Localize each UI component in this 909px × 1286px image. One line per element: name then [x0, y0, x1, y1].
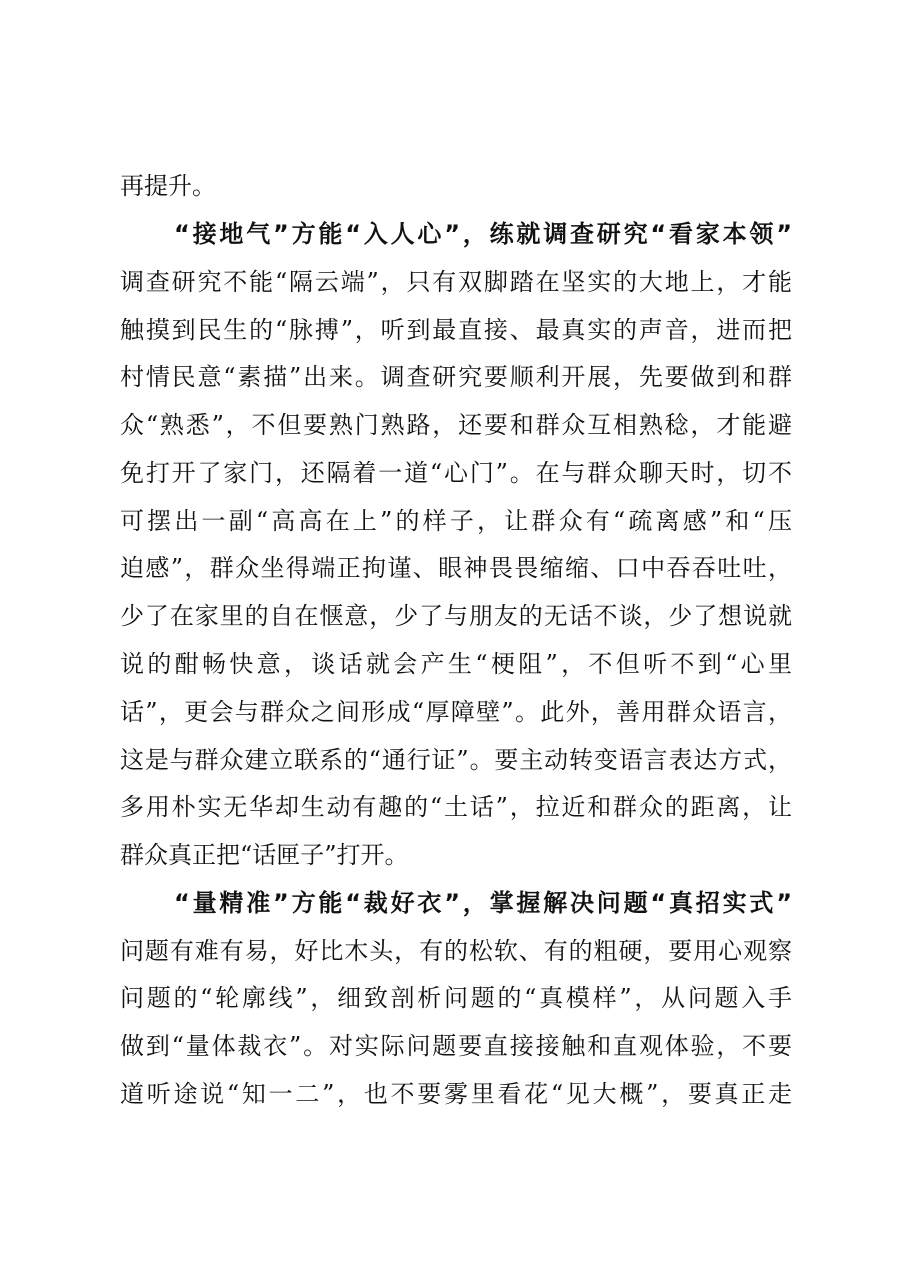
body-line: 调查研究不能“隔云端”，只有双脚踏在坚实的大地上，才能: [120, 268, 792, 296]
body-line: 群众真正把“话匣子”打开。: [120, 841, 409, 869]
body-line: 可摆出一副“高高在上”的样子，让群众有“疏离感”和“压: [120, 507, 792, 535]
body-line: 触摸到民生的“脉搏”，听到最直接、最真实的声音，进而把: [120, 316, 792, 344]
body-line: 做到“量体裁衣”。对实际问题要直接接触和直观体验，不要: [120, 1032, 792, 1060]
body-line: 免打开了家门，还隔着一道“心门”。在与群众聊天时，切不: [120, 459, 792, 487]
section-heading: “接地气”方能“入人心”，练就调查研究“看家本领”: [174, 220, 792, 248]
body-line: 少了在家里的自在惬意，少了与朋友的无话不谈，少了想说就: [120, 602, 792, 630]
body-line: 多用朴实无华却生动有趣的“土话”，拉近和群众的距离，让: [120, 793, 792, 821]
body-line: 迫感”，群众坐得端正拘谨、眼神畏畏缩缩、口中吞吞吐吐，: [120, 554, 792, 582]
body-line: 这是与群众建立联系的“通行证”。要主动转变语言表达方式，: [120, 746, 792, 774]
body-line: 道听途说“知一二”，也不要雾里看花“见大概”，要真正走: [120, 1080, 792, 1108]
body-line: 问题的“轮廓线”，细致剖析问题的“真模样”，从问题入手: [120, 984, 792, 1012]
body-line: 问题有难有易，好比木头，有的松软、有的粗硬，要用心观察: [120, 937, 792, 965]
body-line: 众“熟悉”，不但要熟门熟路，还要和群众互相熟稔，才能避: [120, 411, 792, 439]
body-line: 说的酣畅快意，谈话就会产生“梗阻”，不但听不到“心里: [120, 650, 792, 678]
section-heading: “量精准”方能“裁好衣”，掌握解决问题“真招实式”: [174, 889, 792, 917]
body-line: 话”，更会与群众之间形成“厚障壁”。此外，善用群众语言，: [120, 698, 792, 726]
paragraph-tail-line: 再提升。: [120, 172, 216, 200]
body-line: 村情民意“素描”出来。调查研究要顺利开展，先要做到和群: [120, 363, 792, 391]
